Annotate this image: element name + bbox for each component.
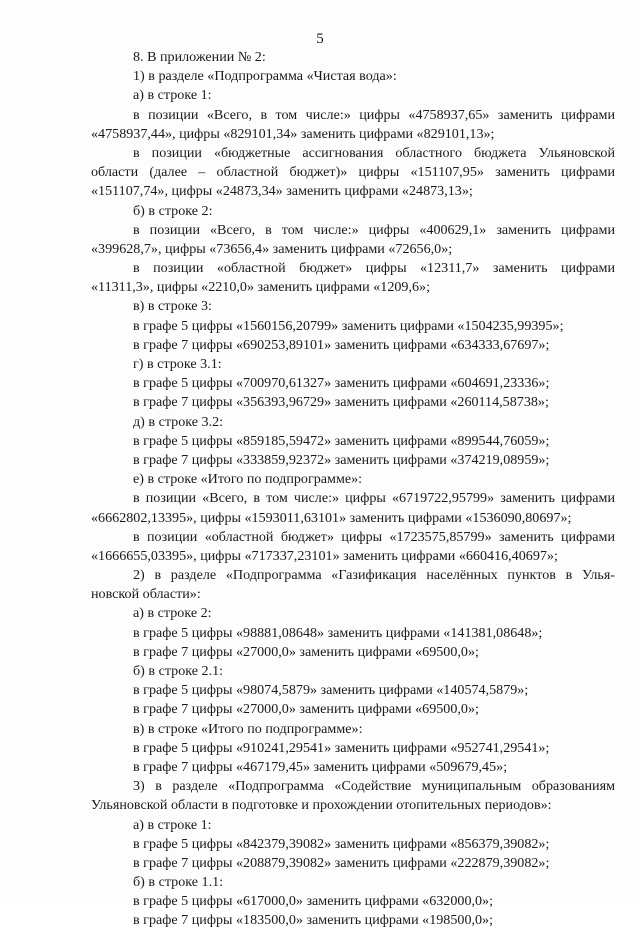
text-line: 8. В приложении № 2: <box>133 49 266 65</box>
text-line: в графе 5 цифры «859185,59472» заменить цифрами «899544,76059»; <box>133 432 550 449</box>
text-line: новской области»: <box>91 586 201 603</box>
text-line: в позиции «областной бюджет» цифры «12311,7» заменить цифрами <box>133 260 615 277</box>
text-line: в графе 7 цифры «183500,0» заменить цифрами «198500,0»; <box>133 912 494 929</box>
text-line: в графе 5 цифры «700970,61327» заменить цифрами «604691,23336»; <box>133 375 550 392</box>
text-line: «6662802,13395», цифры «1593011,63101» заменить цифрами «1536090,80697»; <box>91 509 572 526</box>
text-line: в графе 5 цифры «98881,08648» заменить цифрами «141381,08648»; <box>133 624 543 641</box>
text-line: в графе 7 цифры «690253,89101» заменить цифрами «634333,67697»; <box>133 336 550 353</box>
text-line: в графе 7 цифры «27000,0» заменить цифрами «69500,0»; <box>133 643 479 660</box>
text-line: а) в строке 1: <box>133 816 212 833</box>
text-line: «151107,74», цифры «24873,34» заменить цифрами «24873,13»; <box>91 183 473 200</box>
text-line: а) в строке 2: <box>133 605 212 622</box>
text-line: в позиции «бюджетные ассигнования областного бюджета Ульяновской <box>133 144 615 161</box>
text-line: «399628,7», цифры «73656,4» заменить цифрами «72656,0»; <box>91 240 453 257</box>
text-line: в позиции «Всего, в том числе:» цифры «400629,1» заменить цифрами <box>133 221 615 238</box>
text-line: в графе 5 цифры «617000,0» заменить цифрами «632000,0»; <box>133 893 494 910</box>
text-line: б) в строке 1.1: <box>133 874 224 891</box>
text-line: в графе 5 цифры «98074,5879» заменить цифрами «140574,5879»; <box>133 682 529 699</box>
text-line: в графе 5 цифры «842379,39082» заменить цифрами «856379,39082»; <box>133 835 550 852</box>
text-line: а) в строке 1: <box>133 87 212 104</box>
text-line: Ульяновской области в подготовке и прохождении отопительных периодов»: <box>91 797 552 814</box>
text-line: в графе 5 цифры «1560156,20799» заменить цифрами «1504235,99395»; <box>133 317 564 334</box>
text-line: г) в строке 3.1: <box>133 356 222 372</box>
text-line: «1666655,03395», цифры «717337,23101» заменить цифрами «660416,40697»; <box>91 547 558 564</box>
text-line: в) в строке 3: <box>133 298 212 315</box>
text-line: в позиции «Всего, в том числе:» цифры «4758937,65» заменить цифрами <box>133 106 615 123</box>
text-line: в графе 7 цифры «356393,96729» заменить цифрами «260114,58738»; <box>133 394 549 411</box>
text-line: «4758937,44», цифры «829101,34» заменить цифрами «829101,13»; <box>91 125 495 142</box>
page-number: 5 <box>316 31 324 47</box>
text-line: е) в строке «Итого по подпрограмме»: <box>133 471 363 488</box>
document-body <box>91 48 615 931</box>
text-line: в позиции «Всего, в том числе:» цифры «6719722,95799» заменить цифрами <box>133 490 615 507</box>
text-line: в графе 7 цифры «333859,92372» заменить цифрами «374219,08959»; <box>133 451 550 468</box>
text-line: 3) в разделе «Подпрограмма «Содействие муниципальным образованиям <box>133 778 615 795</box>
text-line: области (далее – областной бюджет)» цифры «151107,95» заменить цифрами <box>91 164 615 181</box>
text-line: в) в строке «Итого по подпрограмме»: <box>133 720 363 737</box>
text-line: в графе 7 цифры «208879,39082» заменить цифрами «222879,39082»; <box>133 854 550 871</box>
text-line: в графе 5 цифры «910241,29541» заменить цифрами «952741,29541»; <box>133 739 550 756</box>
text-line: «11311,3», цифры «2210,0» заменить цифрами «1209,6»; <box>91 279 430 296</box>
text-line: б) в строке 2: <box>133 202 213 219</box>
text-line: д) в строке 3.2: <box>133 413 224 430</box>
text-line: 1) в разделе «Подпрограмма «Чистая вода»: <box>133 68 397 85</box>
text-line: в графе 7 цифры «467179,45» заменить цифрами «509679,45»; <box>133 758 508 775</box>
text-line: в графе 7 цифры «27000,0» заменить цифрами «69500,0»; <box>133 701 479 718</box>
text-line: в позиции «областной бюджет» цифры «1723575,85799» заменить цифрами <box>133 528 615 545</box>
text-line: 2) в разделе «Подпрограмма «Газификация населённых пунктов в Улья- <box>133 567 615 584</box>
text-line: б) в строке 2.1: <box>133 663 224 679</box>
